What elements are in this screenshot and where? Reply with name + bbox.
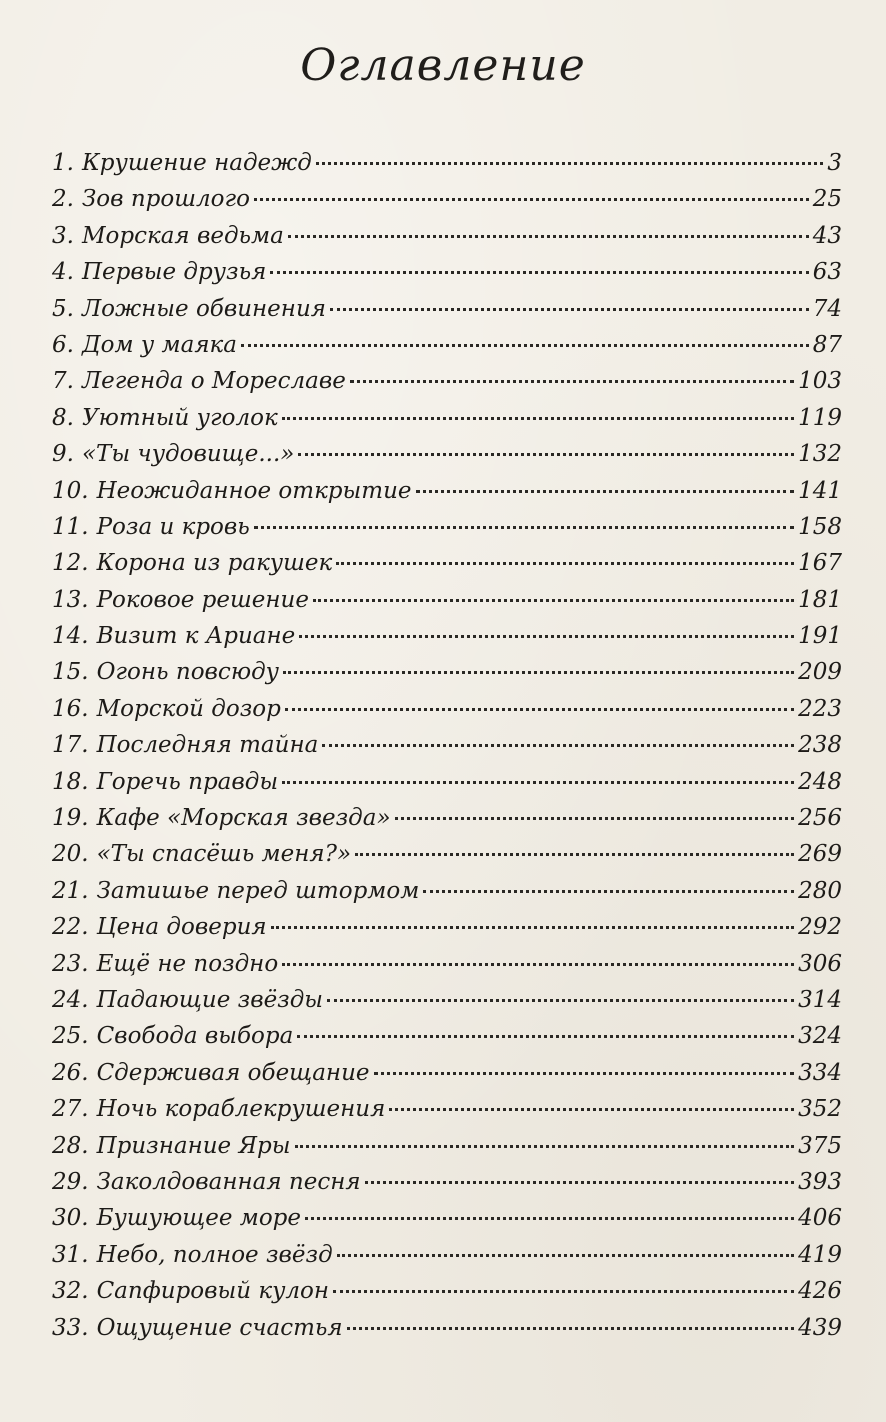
toc-entry-title: Визит к Ариане — [96, 623, 296, 650]
toc-entry-title: Падающие звёзды — [96, 986, 324, 1013]
toc-entry — [52, 909, 842, 945]
dot-leader — [295, 1145, 795, 1148]
toc-entry — [52, 800, 842, 836]
toc-entry-title: Первые друзья — [81, 259, 267, 286]
toc-entry-number: 13. — [52, 586, 89, 613]
toc-entry-number: 16. — [52, 695, 89, 722]
dot-leader — [333, 1290, 794, 1293]
toc-entry-page-number: 406 — [798, 1205, 842, 1232]
dot-leader — [270, 271, 808, 274]
toc-entry-page-number: 223 — [798, 695, 842, 722]
dot-leader — [297, 1035, 794, 1038]
toc-entry-number: 27. — [52, 1096, 89, 1123]
toc-entry-title: Небо, полное звёзд — [96, 1241, 333, 1268]
dot-leader — [350, 380, 794, 383]
toc-entry — [52, 1018, 842, 1054]
toc-entry-title: Кафе «Морская звезда» — [96, 805, 391, 832]
toc-entry — [52, 582, 842, 618]
dot-leader — [271, 926, 794, 929]
toc-entry-number: 18. — [52, 768, 89, 795]
dot-leader — [322, 744, 794, 747]
dot-leader — [336, 562, 794, 565]
toc-entry-title: Ещё не поздно — [96, 950, 279, 977]
dot-leader — [282, 417, 794, 420]
toc-entry-number: 33. — [52, 1314, 89, 1341]
toc-entry — [52, 836, 842, 872]
toc-entry — [52, 254, 842, 290]
toc-entry — [52, 181, 842, 217]
table-of-contents — [52, 145, 842, 1346]
toc-entry-page-number: 74 — [812, 295, 842, 322]
toc-entry-title: Роза и кровь — [96, 513, 250, 540]
toc-entry-page-number: 393 — [798, 1168, 842, 1195]
toc-entry-number: 6. — [52, 331, 74, 358]
toc-entry-page-number: 103 — [798, 368, 842, 395]
toc-entry — [52, 1200, 842, 1236]
toc-entry — [52, 1310, 842, 1346]
dot-leader — [285, 708, 794, 711]
dot-leader — [254, 198, 809, 201]
toc-entry — [52, 727, 842, 763]
toc-entry-page-number: 63 — [812, 259, 842, 286]
toc-entry — [52, 618, 842, 654]
dot-leader — [305, 1217, 794, 1220]
toc-entry-page-number: 132 — [798, 441, 842, 468]
toc-entry-title: Морская ведьма — [81, 222, 284, 249]
toc-entry-title: Легенда о Мореславе — [81, 368, 346, 395]
dot-leader — [241, 344, 809, 347]
toc-entry-title: Заколдованная песня — [96, 1168, 361, 1195]
toc-entry — [52, 873, 842, 909]
toc-entry-number: 26. — [52, 1059, 89, 1086]
toc-entry-page-number: 306 — [798, 950, 842, 977]
toc-entry-page-number: 119 — [798, 404, 842, 431]
toc-entry — [52, 436, 842, 472]
toc-entry-title: Затишье перед штормом — [96, 877, 420, 904]
dot-leader — [330, 308, 809, 311]
toc-entry-page-number: 419 — [798, 1241, 842, 1268]
toc-entry-title: Сдерживая обещание — [96, 1059, 370, 1086]
dot-leader — [283, 671, 794, 674]
toc-entry-title: Огонь повсюду — [96, 659, 279, 686]
toc-entry-number: 25. — [52, 1023, 89, 1050]
toc-entry-number: 29. — [52, 1168, 89, 1195]
dot-leader — [374, 1072, 795, 1075]
toc-entry-title: Зов прошлого — [81, 186, 250, 213]
toc-entry — [52, 654, 842, 690]
toc-entry — [52, 982, 842, 1018]
toc-entry-number: 19. — [52, 805, 89, 832]
toc-entry-page-number: 292 — [798, 914, 842, 941]
toc-entry-title: Ощущение счастья — [96, 1314, 343, 1341]
toc-entry-number: 15. — [52, 659, 89, 686]
toc-entry-page-number: 3 — [827, 150, 842, 176]
toc-entry-number: 10. — [52, 477, 89, 504]
dot-leader — [365, 1181, 794, 1184]
toc-entry-page-number: 269 — [798, 841, 842, 868]
page-title: Оглавление — [300, 40, 586, 91]
toc-entry-title: «Ты спасёшь меня?» — [96, 841, 352, 868]
toc-entry — [52, 473, 842, 509]
dot-leader — [282, 963, 794, 966]
toc-entry-number: 4. — [52, 259, 74, 286]
toc-entry-page-number: 375 — [798, 1132, 842, 1159]
dot-leader — [313, 599, 794, 602]
toc-entry-title: Ночь кораблекрушения — [96, 1096, 386, 1123]
dot-leader — [298, 453, 794, 456]
toc-entry-page-number: 314 — [798, 986, 842, 1013]
toc-entry-page-number: 191 — [798, 623, 842, 650]
toc-entry-title: Дом у маяка — [81, 331, 237, 358]
toc-entry-page-number: 141 — [798, 477, 842, 504]
dot-leader — [395, 817, 795, 820]
toc-entry-number: 31. — [52, 1241, 89, 1268]
toc-entry-number: 9. — [52, 441, 74, 468]
toc-entry-number: 5. — [52, 295, 74, 322]
toc-entry — [52, 145, 842, 181]
toc-entry-title: Морской дозор — [96, 695, 281, 722]
toc-entry — [52, 946, 842, 982]
toc-entry-number: 2. — [52, 186, 74, 213]
toc-entry — [52, 1128, 842, 1164]
toc-entry-title: Крушение надежд — [81, 150, 312, 176]
toc-entry-page-number: 25 — [812, 186, 842, 213]
toc-entry — [52, 291, 842, 327]
dot-leader — [282, 781, 794, 784]
dot-leader — [416, 490, 795, 493]
toc-entry — [52, 1091, 842, 1127]
toc-entry-number: 1. — [52, 150, 74, 176]
toc-entry-number: 3. — [52, 222, 74, 249]
toc-entry — [52, 764, 842, 800]
toc-entry-page-number: 352 — [798, 1096, 842, 1123]
toc-entry-title: Последняя тайна — [96, 732, 319, 759]
toc-entry — [52, 363, 842, 399]
toc-entry-number: 8. — [52, 404, 74, 431]
toc-entry-title: Роковое решение — [96, 586, 309, 613]
dot-leader — [299, 635, 794, 638]
toc-entry-number: 7. — [52, 368, 74, 395]
dot-leader — [288, 235, 809, 238]
toc-entry-number: 32. — [52, 1278, 89, 1305]
toc-entry-page-number: 209 — [798, 659, 842, 686]
toc-entry-number: 14. — [52, 623, 89, 650]
toc-entry-page-number: 334 — [798, 1059, 842, 1086]
toc-entry-page-number: 43 — [812, 222, 842, 249]
toc-entry — [52, 400, 842, 436]
dot-leader — [347, 1327, 794, 1330]
toc-entry-page-number: 280 — [798, 877, 842, 904]
toc-entry-title: Сапфировый кулон — [96, 1278, 330, 1305]
toc-entry-number: 11. — [52, 513, 89, 540]
dot-leader — [254, 526, 794, 529]
toc-entry-title: Признание Яры — [96, 1132, 291, 1159]
toc-entry-page-number: 238 — [798, 732, 842, 759]
toc-entry — [52, 1164, 842, 1200]
toc-entry — [52, 218, 842, 254]
toc-entry-title: Цена доверия — [96, 914, 267, 941]
toc-entry-title: Бушующее море — [96, 1205, 302, 1232]
toc-entry-page-number: 87 — [812, 331, 842, 358]
dot-leader — [355, 853, 794, 856]
dot-leader — [337, 1254, 794, 1257]
toc-entry-title: Ложные обвинения — [81, 295, 326, 322]
toc-entry-page-number: 167 — [798, 550, 842, 577]
toc-entry-number: 24. — [52, 986, 89, 1013]
dot-leader — [316, 162, 823, 165]
toc-entry-title: Горечь правды — [96, 768, 279, 795]
toc-entry-title: Свобода выбора — [96, 1023, 294, 1050]
toc-entry-page-number: 181 — [798, 586, 842, 613]
toc-entry-number: 22. — [52, 914, 89, 941]
toc-entry-title: Корона из ракушек — [96, 550, 333, 577]
toc-entry-page-number: 324 — [798, 1023, 842, 1050]
toc-entry-page-number: 158 — [798, 513, 842, 540]
dot-leader — [423, 890, 794, 893]
toc-entry-number: 30. — [52, 1205, 89, 1232]
toc-entry-title: Уютный уголок — [81, 404, 278, 431]
toc-entry-page-number: 439 — [798, 1314, 842, 1341]
toc-entry-page-number: 256 — [798, 805, 842, 832]
toc-entry — [52, 1273, 842, 1309]
dot-leader — [389, 1108, 794, 1111]
toc-entry-page-number: 248 — [798, 768, 842, 795]
toc-entry-number: 12. — [52, 550, 89, 577]
toc-entry-title: Неожиданное открытие — [96, 477, 412, 504]
toc-entry-number: 28. — [52, 1132, 89, 1159]
toc-entry — [52, 327, 842, 363]
dot-leader — [327, 999, 794, 1002]
toc-entry-title: «Ты чудовище...» — [81, 441, 295, 468]
toc-entry — [52, 691, 842, 727]
toc-entry-page-number: 426 — [798, 1278, 842, 1305]
toc-entry — [52, 1237, 842, 1273]
toc-entry-number: 23. — [52, 950, 89, 977]
toc-entry — [52, 1055, 842, 1091]
toc-entry-number: 17. — [52, 732, 89, 759]
toc-entry-number: 20. — [52, 841, 89, 868]
toc-entry — [52, 545, 842, 581]
toc-entry-number: 21. — [52, 877, 89, 904]
toc-entry — [52, 509, 842, 545]
